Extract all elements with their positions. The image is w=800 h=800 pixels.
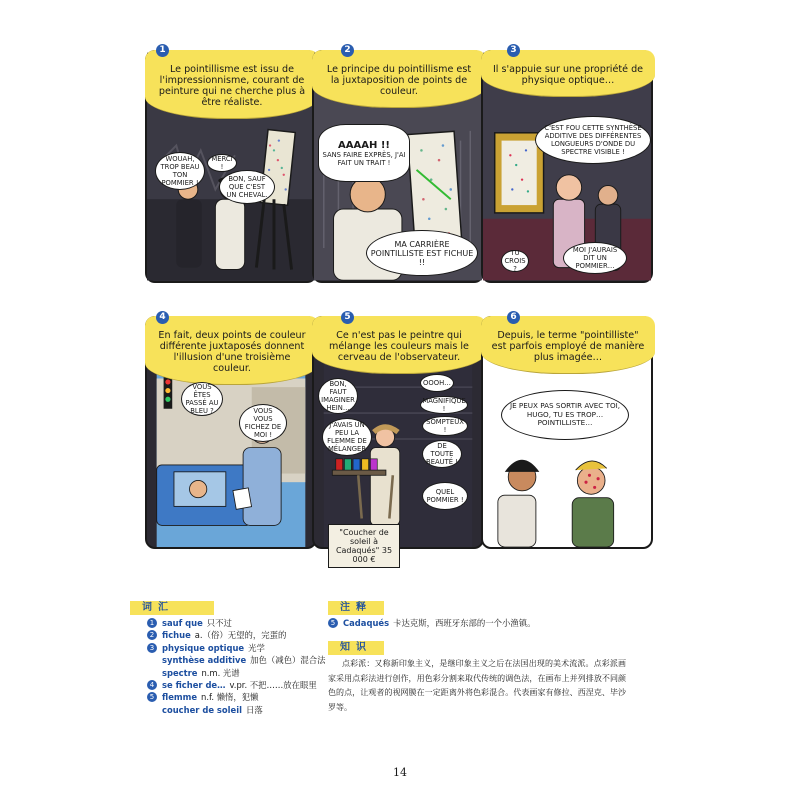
vocab-term: coucher de soleil [162,704,242,715]
panel-3-number-badge: 3 [507,44,520,57]
panel-5-bubble-6: DE TOUTE BEAUTÉ ! [422,440,462,468]
note-definition: 卡达克斯，西班牙东部的一个小渔镇。 [393,618,536,628]
vocab-term: sauf que [162,618,203,628]
vocab-definition: 光学 [248,642,265,653]
panel-3-caption: Il s'appuie sur une propriété de physique optique… [481,50,655,97]
note-item-number: 5 [328,618,338,628]
vocab-section-title: 词汇 [130,601,214,615]
panel-2-shout-text: AAAAH !! [338,139,390,151]
vocab-item [147,691,322,703]
panel-1-number-badge: 1 [156,44,169,57]
panel-1-bubble-1: WOUAH, TROP BEAU TON POMMIER ! [155,152,205,190]
panel-4-bubble-1: VOUS ÊTES PASSÉ AU BLEU ? [181,382,223,416]
panel-2-shout-subtext: SANS FAIRE EXPRÈS, J'AI FAIT UN TRAIT ! [322,150,406,167]
vocab-item-number: 1 [147,618,157,628]
panel-5-bubble-7: QUEL POMMIER ! [422,482,468,510]
panel-6-number-badge: 6 [507,311,520,324]
notes-list [328,617,628,629]
panel-4-bubble-2: VOUS VOUS FICHEZ DE MOI ! [239,404,287,442]
panel-3-bubble-1: C'EST FOU CETTE SYNTHÈSE ADDITIVE DES DIFFÉRENTES LONGUEURS D'ONDE DU SPECTRE VISIBLE ! [535,116,651,164]
page-number: 14 [393,766,407,779]
panel-1-bubble-2: MERCI ! [207,154,237,172]
comic-panel-1 [145,50,317,283]
panel-6-bubble-1: JE PEUX PAS SORTIR AVEC TOI, HUGO, TU ES TROP… POINTILLISTE… [501,390,629,440]
vocab-item [147,654,326,666]
vocab-definition: n.m. 光谱 [201,667,240,678]
panel-5-caption: Ce n'est pas le peintre qui mélange les couleurs mais le cerveau de l'observateur. [312,316,486,374]
vocab-item-number: 5 [147,692,157,702]
notes-section-title: 注释 [328,601,384,615]
vocab-term: spectre [162,667,198,678]
vocab-definition: 加色（减色）混合法 [250,655,326,666]
vocab-item [147,629,322,641]
panel-5-bubble-5: SOMPTEUX ! [422,416,468,436]
vocab-term: synthèse additive [162,655,247,666]
vocab-item [147,642,322,654]
comic-panel-6 [481,316,653,549]
comic-panel-4 [145,316,317,549]
panel-5-bubble-3: OOOH… [420,374,454,392]
panel-5-bubble-4: MAGNIFIQUE ! [420,396,468,414]
note-item [328,617,628,629]
panel-5-number-badge: 5 [341,311,354,324]
vocab-item-number [147,705,157,715]
vocab-item-number: 4 [147,680,157,690]
knowledge-paragraph: 点彩派：又称新印象主义，是继印象主义之后在法国出现的美术流派。点彩派画家采用点彩法进行创作，用色彩分割来取代传统的调色法，在画布上并列排放不同颜色的点，让观者的视网膜在一定距离外将色彩混合。代表画家有修拉、西涅克、毕沙罗等。 [328,659,626,712]
vocab-term: flemme [162,692,198,703]
vocab-item-number: 2 [147,630,157,640]
vocab-definition: v.pr. 不把……放在眼里 [229,680,317,691]
comic-panel-3 [481,50,653,283]
vocab-term: se ficher de… [162,680,226,691]
vocab-item [147,667,322,679]
panel-4-caption: En fait, deux points de couleur différente juxtaposés donnent l'illusion d'une troisième couleur. [145,316,319,385]
vocab-list [147,617,326,716]
vocab-item [147,704,322,716]
vocab-item-number [147,655,157,665]
vocab-term: fichue [162,630,191,641]
note-term: Cadaqués [343,618,390,628]
vocab-definition: n.f. 懒惰，犯懒 [201,692,259,703]
panel-1-caption: Le pointillisme est issu de l'impressionnisme, courant de peinture qui ne cherche plus à être réaliste. [145,50,319,119]
panel-2-number-badge: 2 [341,44,354,57]
vocab-item-number [147,668,157,678]
vocab-definition: 日落 [245,704,263,715]
panel-2-caption: Le principe du pointillisme est la juxtaposition de points de couleur. [312,50,486,108]
panel-6-caption: Depuis, le terme "pointilliste" est parfois employé de manière plus imagée… [481,316,655,374]
panel-2-bubble-shout [318,124,410,182]
vocab-item [147,617,322,629]
comic-panel-2 [312,50,484,283]
panel-5-bubble-1: BON, FAUT IMAGINER HEIN… [318,378,358,414]
panel-1-bubble-3: BON, SAUF QUE C'EST UN CHEVAL. [219,170,275,204]
panel-2-bubble-2: MA CARRIÈRE POINTILLISTE EST FICHUE !! [366,230,478,276]
panel-5-bubble-2: J'AVAIS UN PEU LA FLEMME DE MÉLANGER [322,418,372,456]
vocab-definition: a.（俗）无望的，完蛋的 [194,630,287,641]
vocab-term: physique optique [162,642,245,653]
vocab-definition: 只不过 [206,618,232,628]
panel-4-number-badge: 4 [156,311,169,324]
vocab-item [147,679,322,691]
panel-3-bubble-3: MOI J'AURAIS DIT UN POMMIER… [563,242,627,274]
panel-5-price-sign: "Coucher de soleil à Cadaqués" 35 000 € [328,524,400,568]
vocab-item-number: 3 [147,643,157,653]
panel-3-bubble-2: TU CROIS ? [501,250,529,272]
knowledge-section-title: 知识 [328,641,384,655]
comic-panel-5 [312,316,484,564]
